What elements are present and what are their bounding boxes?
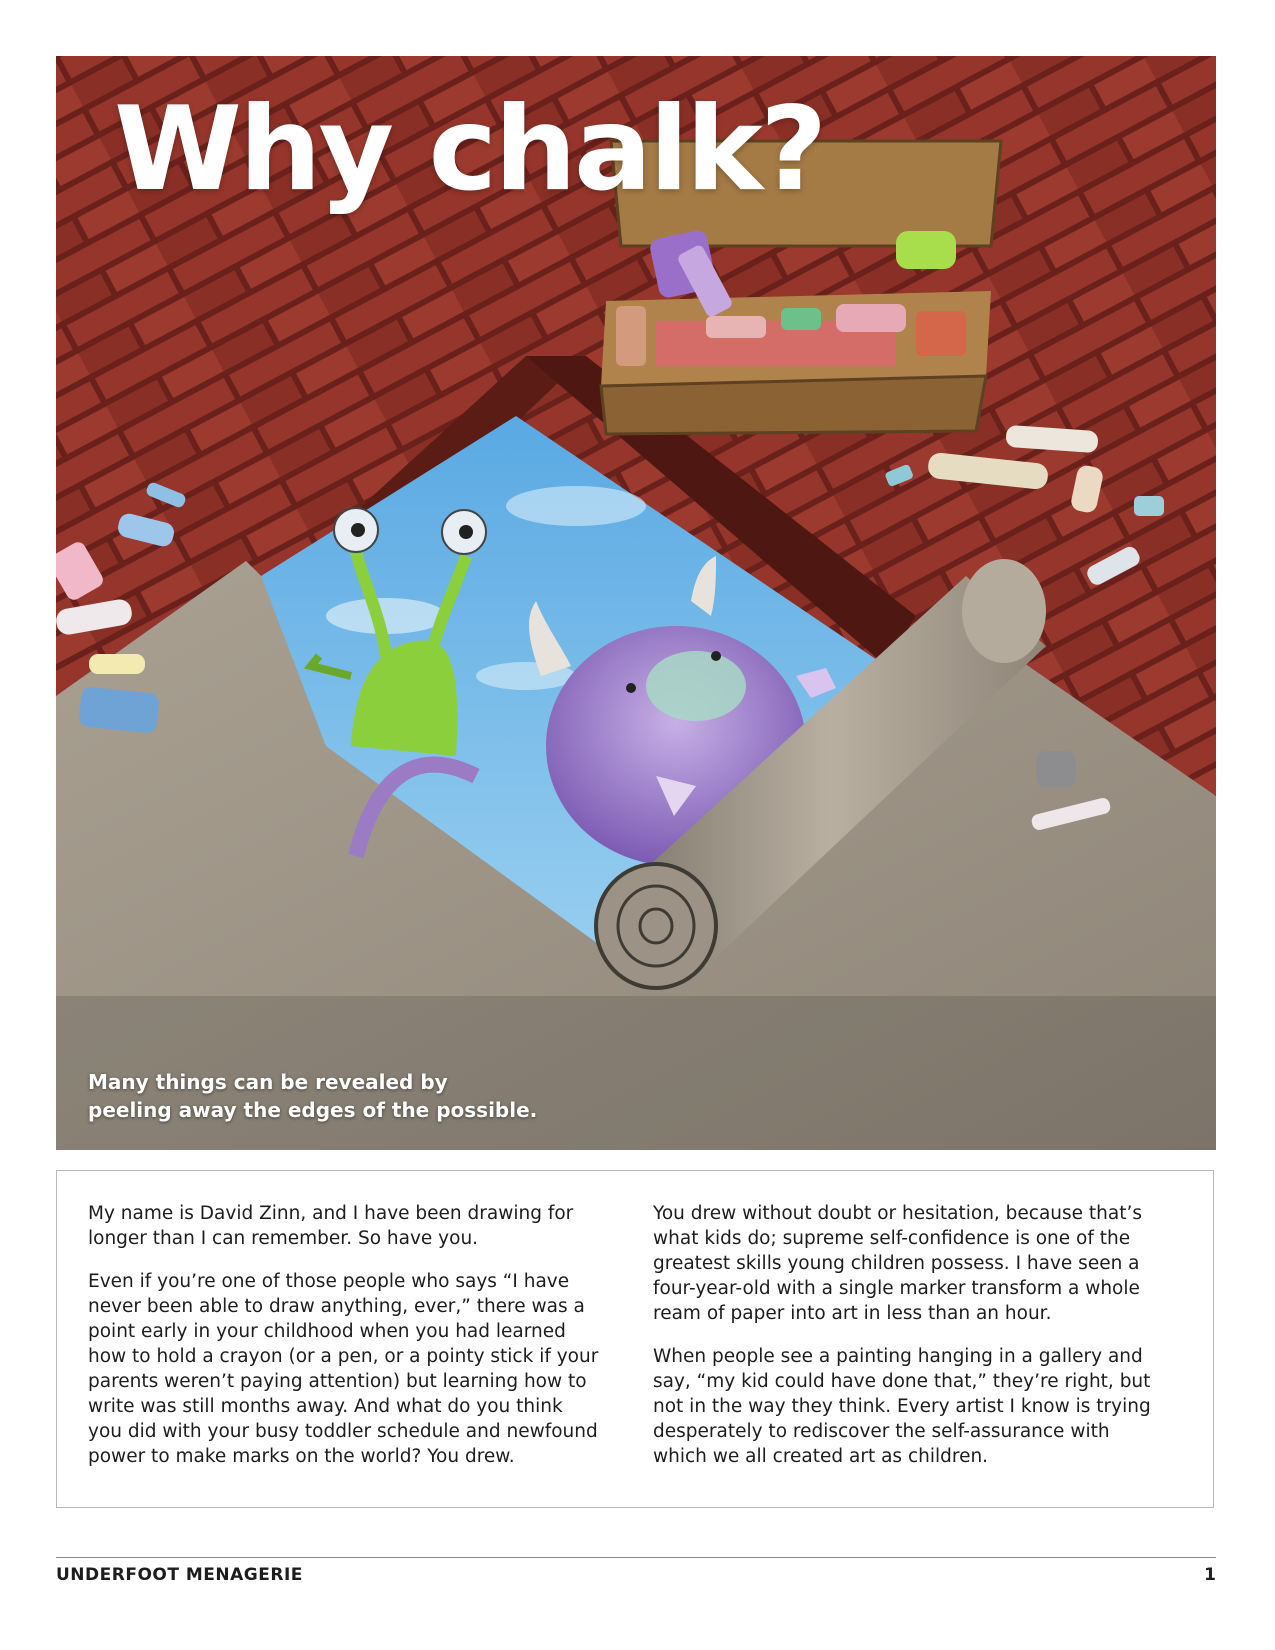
text-column-left — [88, 1201, 618, 1487]
intro-text-box — [56, 1170, 1214, 1508]
text-line: parents weren’t paying attention) but learning how to — [88, 1371, 587, 1392]
footer-book-title: UNDERFOOT MENAGERIE — [56, 1565, 303, 1585]
text-line: power to make marks on the world? You drew. — [88, 1446, 515, 1467]
text-line: how to hold a crayon (or a pen, or a pointy stick if your — [88, 1346, 599, 1367]
text-line: My name is David Zinn, and I have been drawing for — [88, 1203, 574, 1224]
text-line: You drew without doubt or hesitation, because that’s — [653, 1203, 1143, 1224]
text-line: say, “my kid could have done that,” they’re right, but — [653, 1371, 1151, 1392]
paragraph — [88, 1201, 618, 1251]
paragraph — [88, 1269, 618, 1469]
text-line: what kids do; supreme self-confidence is one of the — [653, 1228, 1131, 1249]
chalk-art-illustration — [56, 56, 1216, 1150]
photo-caption — [88, 1068, 608, 1124]
paragraph — [653, 1201, 1183, 1326]
caption-line: peeling away the edges of the possible. — [88, 1098, 538, 1122]
text-column-right — [653, 1201, 1183, 1487]
text-line: which we all created art as children. — [653, 1446, 989, 1467]
text-line: you did with your busy toddler schedule and newfound — [88, 1421, 598, 1442]
page-number: 1 — [1204, 1565, 1216, 1585]
hero-photo — [56, 56, 1216, 1150]
text-line: write was still months away. And what do you think — [88, 1396, 563, 1417]
text-line: never been able to draw anything, ever,” there was a — [88, 1296, 585, 1317]
paragraph — [653, 1344, 1183, 1469]
text-line: not in the way they think. Every artist I know is trying — [653, 1396, 1151, 1417]
footer-divider — [56, 1557, 1216, 1558]
page-title: Why chalk? — [114, 82, 825, 217]
text-line: desperately to rediscover the self-assurance with — [653, 1421, 1110, 1442]
caption-line: Many things can be revealed by — [88, 1070, 448, 1094]
text-line: When people see a painting hanging in a gallery and — [653, 1346, 1143, 1367]
text-line: point early in your childhood when you had learned — [88, 1321, 566, 1342]
text-line: four-year-old with a single marker transform a whole — [653, 1278, 1140, 1299]
text-line: ream of paper into art in less than an hour. — [653, 1303, 1052, 1324]
text-line: greatest skills young children possess. I have seen a — [653, 1253, 1140, 1274]
text-line: longer than I can remember. So have you. — [88, 1228, 479, 1249]
text-line: Even if you’re one of those people who says “I have — [88, 1271, 570, 1292]
